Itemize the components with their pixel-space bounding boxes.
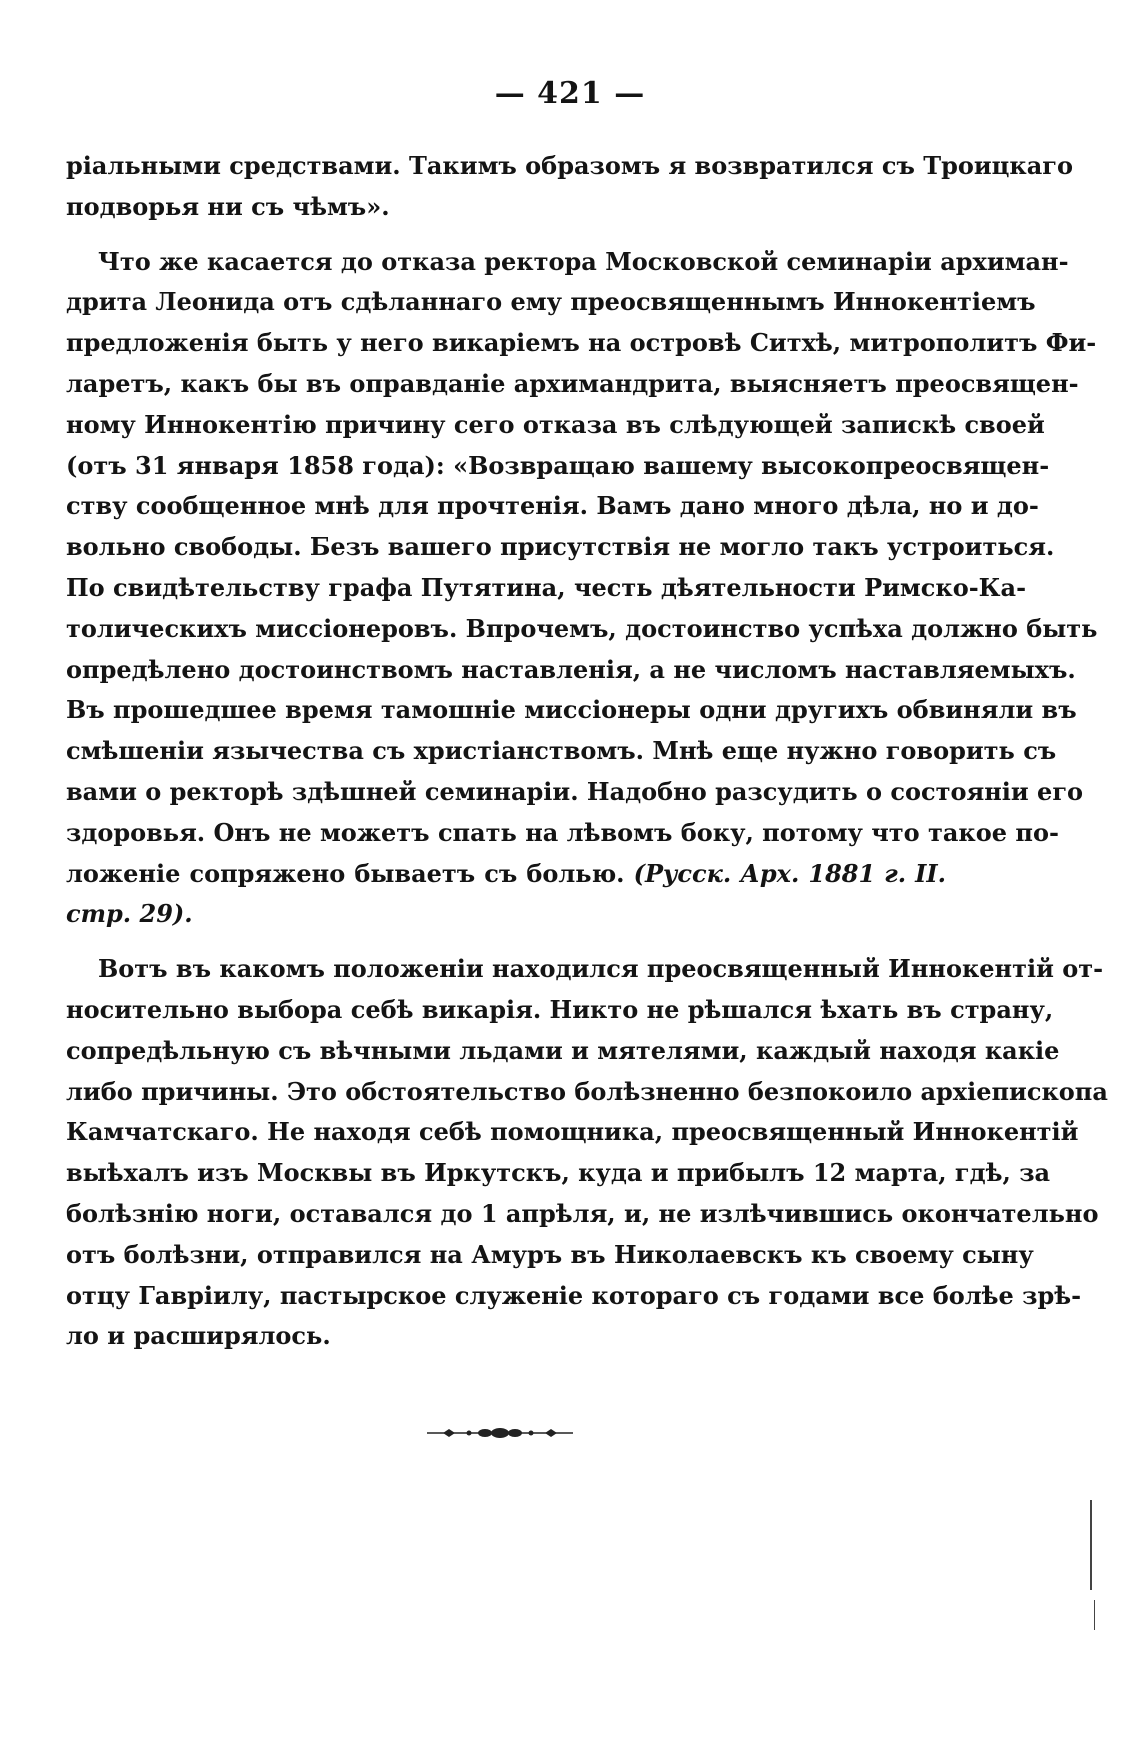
text-line: здоровья. Онъ не можетъ спать на лѣвомъ боку, потому что такое по- [66,817,1059,847]
text-line: отъ болѣзни, отправился на Амуръ въ Николаевскъ къ своему сыну [66,1239,1034,1269]
text-line-with-citation [66,854,946,895]
text-line: По свидѣтельству графа Путятина, честь дѣятельности Римско-Ка- [66,572,1027,602]
text-line: либо причины. Это обстоятельство болѣзненно безпокоило архіепископа [66,1076,1108,1106]
scan-artifact [1090,1500,1092,1590]
text-line: (отъ 31 января 1858 года): «Возвращаю вашему высокопреосвящен- [66,450,1050,480]
text-line: опредѣлено достоинствомъ наставленія, а не числомъ наставляемыхъ. [66,654,1076,684]
body-text [66,146,1108,1357]
paragraph-1 [66,146,1074,228]
text-line: толическихъ миссіонеровъ. Впрочемъ, достоинство успѣха должно быть [66,613,1098,643]
text-line: Что же касается до отказа ректора Московской семинаріи архиман- [98,246,1069,276]
text-line: предложенія быть у него викаріемъ на островѣ Ситхѣ, митрополитъ Фи- [66,328,1097,358]
text-line: ло и расширялось. [66,1321,331,1351]
citation-reference-end: стр. 29). [66,899,193,929]
paragraph-2 [66,242,1098,936]
text-line: вами о ректорѣ здѣшней семинаріи. Надобно разсудить о состояніи его [66,776,1084,806]
text-line: выѣхалъ изъ Москвы въ Иркутскъ, куда и прибылъ 12 марта, гдѣ, за [66,1158,1051,1188]
page-number: — 421 — [494,76,646,111]
text-line: подворья ни съ чѣмъ». [66,191,390,221]
text-line: сопредѣльную съ вѣчными льдами и мятелями, каждый находя какіе [66,1035,1060,1065]
text-line: Вотъ въ какомъ положеніи находился преосвященный Иннокентій от- [98,954,1104,984]
text-line: носительно выбора себѣ викарія. Никто не рѣшался ѣхать въ страну, [66,994,1054,1024]
citation-line [66,894,946,935]
paragraph-3 [66,949,1108,1357]
text-line: ріальными средствами. Такимъ образомъ я возвратился съ Троицкаго [66,151,1074,180]
text-line: вольно свободы. Безъ вашего присутствія не могло такъ устроиться. [66,532,1055,562]
scan-artifact [1094,1600,1095,1630]
text-line: ному Иннокентію причину сего отказа въ слѣдующей запискѣ своей [66,409,1045,439]
text-span: ложеніе сопряжено бываетъ съ болью. [66,858,625,888]
citation-reference: (Русск. Арх. 1881 г. II. [633,858,946,888]
text-line: болѣзнію ноги, оставался до 1 апрѣля, и, не излѣчившись окончательно [66,1198,1099,1228]
text-line: Въ прошедшее время тамошніе миссіонеры одни другихъ обвиняли въ [66,695,1077,725]
text-line: Камчатскаго. Не находя себѣ помощника, преосвященный Иннокентій [66,1117,1079,1147]
text-line: дрита Леонида отъ сдѣланнаго ему преосвященнымъ Иннокентіемъ [66,287,1036,317]
text-line: ству сообщенное мнѣ для прочтенія. Вамъ дано много дѣла, но и до- [66,491,1039,521]
text-line: ларетъ, какъ бы въ оправданіе архимандрита, выясняетъ преосвящен- [66,368,1079,398]
text-line: отцу Гавріилу, пастырское служеніе котораго съ годами все болѣе зрѣ- [66,1280,1082,1310]
ornament-divider-icon [425,1425,575,1441]
text-line: смѣшеніи язычества съ христіанствомъ. Мнѣ еще нужно говорить съ [66,736,1057,766]
